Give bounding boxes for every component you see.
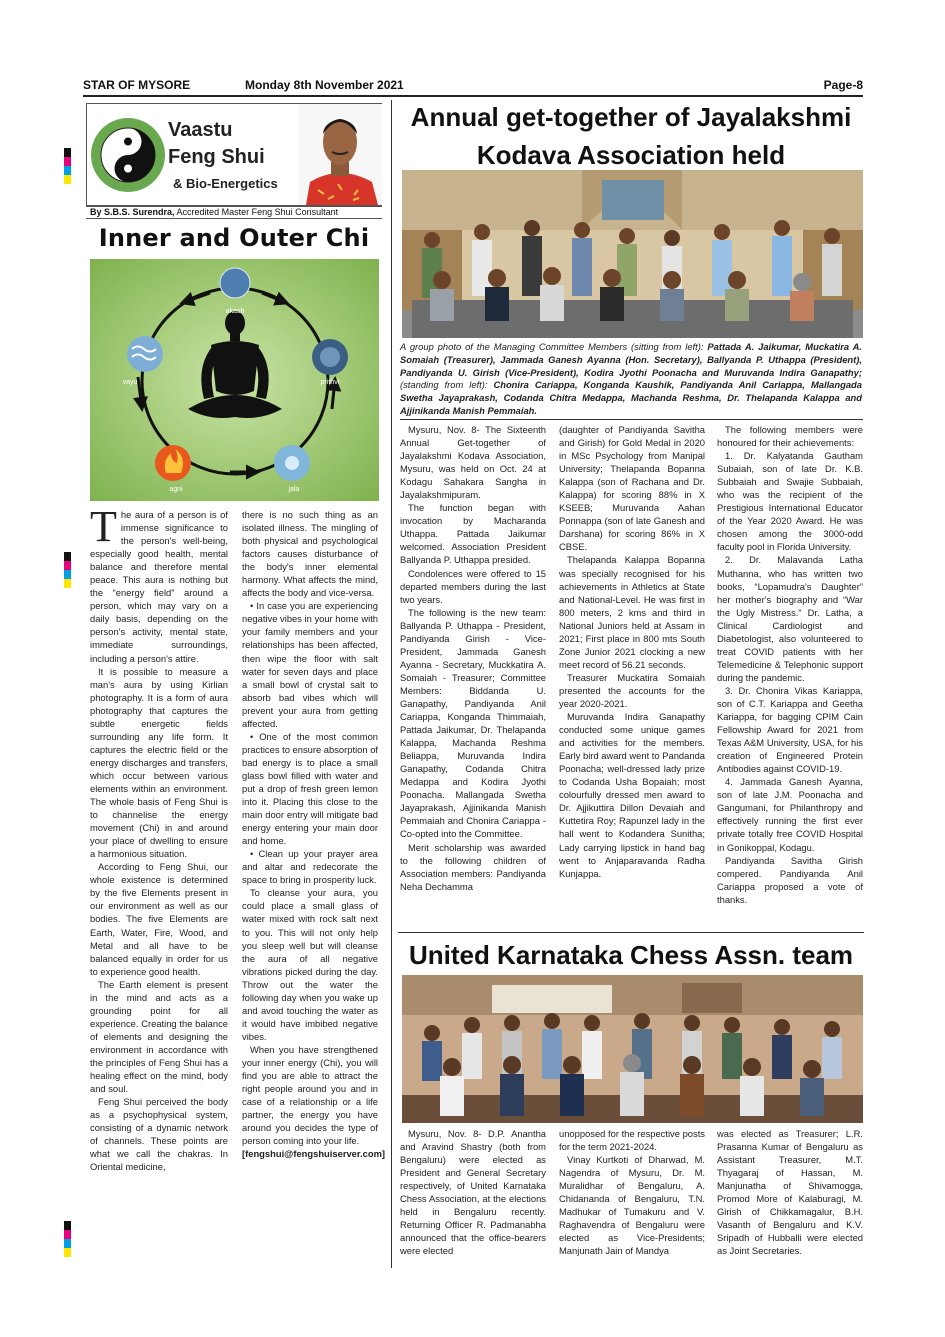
kodava-para: The following members were honoured for their achievements:	[717, 424, 863, 449]
issue-date: Monday 8th November 2021	[245, 78, 404, 92]
feng-shui-para: To cleanse your aura, you could place a small glass of water mixed with rock salt next to you. This will not only help you sleep well but will cleanse the aura of all negative vibrations picked during the day. Throw out the water the following day when you wake up and avoid touching the water as it would have imbibed negative vibes.	[242, 887, 378, 1042]
caption-sitting: Pattada A. Jaikumar, Muckatira A. Somaiah (Treasurer), Jammada Ganesh Ayanna (Hon. Secretary), Ballyanda P. Uthappa (President), Pandiyanda U. Girish (Vice-President), Kodira Jyothi Poonacha and Muruvanda Indira Ganapathy;	[400, 341, 862, 378]
columnist-email[interactable]: [fengshui@fengshuiserver.com]	[242, 1148, 386, 1160]
feng-shui-para: Feng Shui perceived the body as a psychophysical system, consisting of a dynamic network of channels. These points are what we call the chakras. In Oriental medicine,	[90, 1096, 228, 1173]
registration-mark	[64, 1239, 71, 1248]
chess-headline: United Karnataka Chess Assn. team	[408, 940, 854, 970]
feng-shui-para: • Clean up your prayer area and altar and redecorate the space to bring in prosperity luck.	[242, 848, 378, 886]
column-subtitle: & Bio-Energetics	[173, 176, 278, 191]
kodava-headline-line2: Kodava Association held	[476, 140, 786, 170]
chess-col2	[559, 1127, 705, 1257]
kodava-para: 2. Dr. Malavanda Latha Muthanna, who has written two books, “Lopamudra's Daughter” her mother's biography and “War the Ugly Mistress.” Dr. Latha, a Clinical Cardiologist and Diabetologist, also volunteered to treat COVID patients with her Telemedicine & Telephonic support during the pandemic.	[717, 554, 863, 683]
kodava-headline-line1: Annual get-together of Jayalakshmi	[410, 102, 852, 132]
registration-strip	[64, 1028, 70, 1118]
feng-shui-para: The aura of a person is of immense significance to the person's well-being, especially good health, mental balance and therefore mental peace. This aura is nothing but the “energy field” around a person, which may vary on a daily basis, depending on the person's activity, mental state, immediate surroundings, including a person's attire.	[90, 502, 228, 664]
kodava-para: 4. Jammada Ganesh Ayanna, son of late J.M. Poonacha and Gangumani, for Philanthropy and effectively running the first ever private totally free COVID Hospital in Gonikoppal, Kodagu.	[717, 776, 863, 853]
feng-shui-col2	[242, 508, 386, 1160]
chess-para: unopposed for the respective posts for the term 2021-2024.	[559, 1128, 705, 1153]
registration-mark	[64, 570, 71, 579]
label-prithvi: prithvi	[320, 379, 340, 386]
feng-shui-para: there is no such thing as an isolated illness. The mingling of both physical and psychological factors causes disturbance of the body's inner elemental harmony. What affects the mind, affects the body and vice-versa.	[242, 509, 378, 599]
registration-mark	[64, 579, 71, 588]
kodava-photo-caption	[400, 341, 862, 418]
registration-mark	[64, 552, 71, 561]
feng-shui-para: • One of the most common practices to ensure absorption of bad energy is to place a small glass bowl filled with water and put a drop of fresh green lemon into it. Placing this close to the main door entry will mitigate bad energy entering your main door and home.	[242, 730, 379, 847]
kodava-para: 3. Dr. Chonira Vikas Kariappa, son of C.T. Kariappa and Geetha Kariappa, for bagging CPIM Cain Fellowship Award for 2021 from Texas A&M University, USA, for his creation of Engineered Protein Antibodies against COVID-19.	[717, 684, 863, 775]
kodava-para: Condolences were offered to 15 departed members during the last two years.	[400, 567, 546, 605]
caption-lead2: (standing from left):	[400, 379, 488, 391]
byline-name: By S.B.S. Surendra,	[90, 207, 175, 217]
kodava-para: The function began with invocation by Macharanda Uthappa. Pattada Jaikumar welcomed. Association President Ballyanda P. Uthappa presided.	[400, 502, 546, 566]
section-rule	[398, 932, 864, 933]
drop-cap: T	[90, 502, 117, 551]
chess-col3	[717, 1127, 863, 1257]
feng-shui-para: The Earth element is present in the mind and acts as a grounding point for all experience. Creating the balance of elements and designing the environment in accordance with the principles of Feng Shui has a healing effect on the mind, body and soul.	[90, 978, 228, 1095]
chess-para: was elected as Treasurer; L.R. Prasanna Kumar of Bengaluru as Assistant Treasurer, M.T. Thyagaraj of Hassan, M. Manjunatha of Shivamogga, Promod More of Kalaburagi, M. Girish of Chikkamagalur, B.H. Vasanth of Bengaluru and K.V. Sripadh of Hubballi were elected as Joint Secretaries.	[717, 1128, 863, 1257]
chess-col1	[400, 1127, 546, 1257]
column-title-line2: Feng Shui	[168, 146, 265, 168]
feng-shui-para: When you have strengthened your inner energy (Chi), you will find you are able to attract the right people around you and in case of a relationship or a life partner, the energy you have around you decides the type of person coming into your life.	[242, 1043, 378, 1147]
registration-mark	[64, 1221, 71, 1230]
kodava-col2	[559, 423, 705, 880]
kodava-para: Muruvanda Indira Ganapathy conducted some unique games and activities for the members. Early bird award went to Pandanda Poonacha; well-dressed lady prize to Codanda Usha Bopaiah; most colourfully dressed men award to Dr. Ajjikuttira Dillon Devaiah and Kuttetira Roy; Rapunzel lady in the hall went to Kodandera Sunitha; Lady carrying lipstick in hand bag went to Anjaparavanda Radha Kunjappa.	[559, 711, 705, 879]
chess-team-photo	[402, 975, 863, 1123]
kodava-para: Thelapanda Kalappa Bopanna was specially recognised for his achievements in Athletics at State and National-Level. He was first in 800 meters, 2 kms and third in National Juniors held at Assam in 2021; First place in 800 mts South Zone Junior 2021 clocking a new meet record of 56.21 seconds.	[559, 554, 705, 670]
kodava-para: Pandiyanda Savitha Girish compered. Pandiyanda Anil Cariappa proposed a vote of thanks.	[717, 854, 863, 905]
feng-shui-col1	[90, 502, 228, 1173]
kodava-para: Mysuru, Nov. 8- The Sixteenth Annual Get-together of Jayalakshmi Kodava Association, Mysuru, was held on Oct. 24 at Kodagu Sahakara Sangha in Jayalakshmipuram.	[400, 424, 546, 501]
column-title-line1: Vaastu	[168, 119, 233, 141]
kodava-para: Treasurer Muckatira Somaiah presented the accounts for the year 2020-2021.	[559, 671, 705, 709]
chess-para: Mysuru, Nov. 8- D.P. Anantha and Aravind Shastry (both from Bengaluru) were elected as President and General Secretary respectively, of United Karnataka Chess Association, at the elections held in Bengaluru recently. Returning Officer R. Padmanabha announced that the office-bearers were elected	[400, 1128, 546, 1257]
caption-rule	[400, 419, 863, 420]
five-elements-diagram	[90, 259, 379, 501]
kodava-para: Merit scholarship was awarded to the following children of Association members: Pandiyanda Neha Dechamma	[400, 841, 546, 892]
column-title	[168, 117, 265, 171]
kodava-para: The following is the new team: Ballyanda P. Uthappa - President, Pandiyanda Girish - Vice-President, Jammada Ganesh Ayanna - Secretary, Muckkatira A. Somaiah - Treasurer; Committee Members: Biddanda U. Ganapathy, Pandiyanda Anil Cariappa, Konganda Thimmaiah, Pattada Jaikumar, Dr. Thelapanda Kalappa, Machanda Reshma Beliappa, Muruvanda Indira Ganapathy, Codanda Chitra Medappa and Kodira Jyothi Poonacha. Mallangada Swetha Jayaprakash, Ajjinikanda Manish Pemmaiah and Chonira Cariappa - Co-opted into the Committee.	[400, 606, 546, 840]
feng-shui-para: • In case you are experiencing negative vibes in your home with your family members and your relationships has been affected, then wipe the floor with salt water for seven days and place a small bowl of crystal salt to absorb bad vibes which will prevent your aura from getting affected.	[242, 600, 379, 729]
registration-mark	[64, 166, 71, 175]
chess-para: Vinay Kurtkoti of Dharwad, M. Nagendra of Mysuru, Dr. M. Muralidhar of Bengaluru, A. Chidananda of Bengaluru, T.N. Madhukar of Tumakuru and V. Raghavendra of Bengaluru were elected as Vice-Presidents; Manjunath Jain of Mandya	[559, 1154, 705, 1257]
registration-mark	[64, 561, 71, 570]
registration-mark	[64, 1230, 71, 1239]
registration-mark	[64, 148, 71, 157]
registration-mark	[64, 157, 71, 166]
masthead-rule	[83, 95, 863, 97]
masthead	[83, 78, 863, 95]
column-divider	[391, 100, 392, 1268]
feng-shui-para: According to Feng Shui, our whole existence is determined by the five Elements present in our environment as well as our bodies. The five Elements are Earth, Water, Fire, Wood, and Metal and all have to be balanced equally in order for us to experience good health.	[90, 861, 228, 977]
byline-bar	[86, 206, 382, 219]
caption-standing: Chonira Cariappa, Konganda Kaushik, Pandiyanda Anil Cariappa, Mallangada Swetha Jayaprakash, Codanda Chitra Medappa, Machanda Reshma, Dr. Thelapanda Kalappa and Ajjinikanda Manish Pemmaiah.	[400, 379, 862, 416]
paper-name: STAR OF MYSORE	[83, 78, 191, 92]
byline-role: Accredited Master Feng Shui Consultant	[176, 207, 339, 217]
caption-lead: A group photo of the Managing Committee Members (sitting from left):	[400, 341, 704, 352]
yin-yang-icon	[90, 117, 166, 193]
kodava-col1	[400, 423, 546, 893]
registration-mark	[64, 175, 71, 184]
page-number: Page-8	[823, 78, 863, 92]
kodava-para: (daughter of Pandiyanda Savitha and Girish) for Gold Medal in 2020 in MSc Psychology from Manipal University; Thelapanda Bopanna Kalappa (son of Rachana and Dr. Kalappa) for scoring 88% in X KSEEB; Muruvanda Aahan Ponnappa (son of late Ganesh and Darshana) for scoring 86% in X CBSE.	[559, 424, 705, 553]
label-akash: akash	[225, 308, 245, 315]
feng-shui-para: It is possible to measure a man's aura by using Kirlian photography. It is a form of aura photography that captures the subtle energetic fields surrounding any life form. It captures the electric field or the energy discharges and transfers, which occur between various elements within an environment. The whole basis of Feng Shui is to channelise the energy movement (Chi) in and around your place of dwelling to ensure a harmonious situation.	[90, 665, 228, 860]
kodava-headline	[398, 98, 864, 174]
feng-shui-headline: Inner and Outer Chi	[98, 224, 370, 252]
kodava-para: 1. Dr. Kalyatanda Gautham Subaiah, son of late Dr. K.B. Subbaiah and Swajie Subbaiah, who was the recipient of the Prestigious International Educator of the Year 2020 Award. He was chosen among the 3000-odd faculty pool in Florida University.	[717, 450, 863, 553]
columnist-portrait	[298, 104, 382, 205]
label-agni: agni	[169, 486, 183, 493]
kodava-group-photo	[402, 170, 863, 338]
label-jala: jala	[288, 486, 300, 493]
kodava-col3	[717, 423, 863, 906]
label-vayu: vayu	[122, 379, 138, 386]
registration-mark	[64, 1248, 71, 1257]
